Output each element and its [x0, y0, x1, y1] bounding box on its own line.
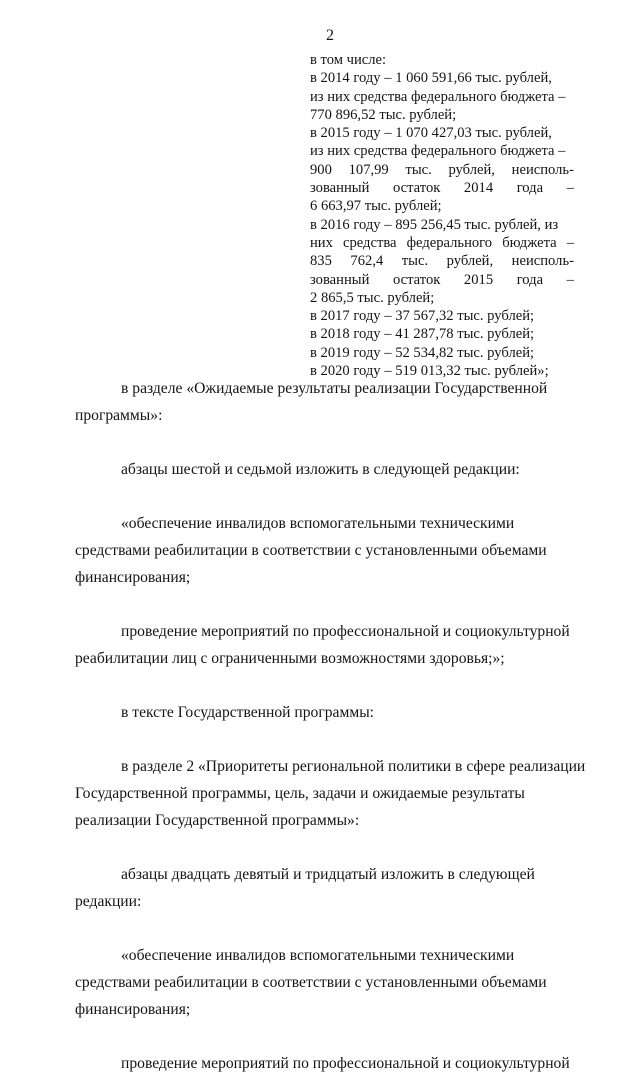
word: Государственной: [434, 380, 548, 397]
paragraph-line: средствами реабилитации в соответствии с установленными объемами: [75, 542, 547, 559]
word: зованный: [310, 180, 370, 197]
word: неисполь-: [511, 253, 574, 270]
word: остаток: [392, 180, 441, 197]
paragraph-line: [75, 375, 572, 402]
financing-2014-federal: из них средства федерального бюджета –: [310, 88, 566, 105]
word: программы,: [191, 785, 271, 802]
paragraph-line: в разделе 2 «Приоритеты региональной политики в сфере реализации: [121, 758, 586, 775]
word: результаты: [451, 785, 525, 802]
financing-2015-total: в 2015 году – 1 070 427,03 тыс. рублей,: [310, 125, 552, 142]
word: девятый: [234, 866, 290, 883]
paragraph-line: редакции:: [75, 893, 142, 910]
word: федерального: [406, 234, 493, 251]
paragraph-line: абзацы шестой и седьмой изложить в следующей редакции:: [121, 461, 520, 478]
financing-2020: в 2020 году – 519 013,32 тыс. рублей»;: [310, 363, 549, 380]
word: 2015: [463, 271, 494, 288]
paragraph-line: реализации Государственной программы»:: [75, 812, 360, 829]
financing-2016-total: в 2016 году – 895 256,45 тыс. рублей, из: [310, 216, 559, 233]
financing-2016-remainder: [310, 271, 574, 289]
financing-2017: в 2017 году – 37 567,32 тыс. рублей;: [310, 308, 535, 325]
paragraph-line: проведение мероприятий по профессиональной и социокультурной: [121, 623, 570, 640]
word: вспомогательными: [289, 947, 417, 964]
financing-breakdown: [310, 51, 574, 380]
word: них: [310, 234, 333, 251]
word: средства: [343, 234, 397, 251]
word: тридцатый: [305, 866, 377, 883]
word: бюджета: [502, 234, 557, 251]
page-number: 2: [326, 27, 334, 44]
word: инвалидов: [215, 515, 286, 532]
word: техническими: [419, 515, 515, 532]
word: остаток: [392, 271, 441, 288]
word: инвалидов: [215, 947, 286, 964]
financing-2018: в 2018 году – 41 287,78 тыс. рублей;: [310, 326, 535, 343]
word: 835: [310, 253, 332, 270]
document-body: [75, 375, 586, 1077]
word: ожидаемые: [372, 785, 448, 802]
word: года: [516, 180, 544, 197]
word: Государственной: [75, 785, 188, 802]
word: тыс.: [405, 161, 432, 178]
word: задачи: [312, 785, 357, 802]
paragraph-line: реабилитации лиц с ограниченными возможностями здоровья;»;: [75, 650, 505, 667]
word: рублей,: [448, 161, 495, 178]
word: цель,: [274, 785, 309, 802]
paragraph-line: [75, 942, 572, 969]
paragraph-line: программы»:: [75, 407, 163, 424]
word: 2014: [463, 180, 494, 197]
financing-2015-federal-amount: [310, 161, 574, 179]
word: –: [566, 271, 574, 288]
word: –: [566, 180, 574, 197]
paragraph-line: финансирования;: [75, 1001, 191, 1018]
paragraph-line: в тексте Государственной программы:: [121, 704, 375, 721]
paragraph-line: [75, 510, 572, 537]
word: тыс.: [401, 253, 429, 270]
word: «Ожидаемые: [186, 380, 274, 397]
word: разделе: [132, 380, 183, 397]
word: «обеспечение: [121, 515, 212, 532]
financing-2019: в 2019 году – 52 534,82 тыс. рублей;: [310, 344, 535, 361]
word: 107,99: [348, 161, 389, 178]
word: в: [447, 866, 455, 883]
paragraph-line: средствами реабилитации в соответствии с установленными объемами: [75, 974, 547, 991]
word: 762,4: [350, 253, 384, 270]
paragraph-line: [75, 780, 572, 807]
word: двадцать: [171, 866, 231, 883]
word: в: [121, 380, 129, 397]
word: абзацы: [121, 866, 168, 883]
word: «обеспечение: [121, 947, 212, 964]
paragraph-line: финансирования;: [75, 569, 191, 586]
word: зованный: [310, 271, 370, 288]
financing-2015-federal: из них средства федерального бюджета –: [310, 143, 566, 160]
word: следующей: [458, 866, 535, 883]
financing-2014-federal-amount: 770 896,52 тыс. рублей;: [310, 106, 457, 123]
financing-2016-federal: [310, 234, 574, 252]
word: неисполь-: [511, 161, 574, 178]
word: рублей,: [446, 253, 494, 270]
financing-2015-remainder: [310, 179, 574, 197]
word: 900: [310, 161, 332, 178]
word: изложить: [380, 866, 444, 883]
financing-2016-federal-amount: [310, 252, 574, 270]
word: реализации: [354, 380, 431, 397]
word: вспомогательными: [289, 515, 417, 532]
word: года: [516, 271, 544, 288]
financing-2016-remainder-amount: 2 865,5 тыс. рублей;: [310, 289, 435, 306]
financing-2014-total: в 2014 году – 1 060 591,66 тыс. рублей,: [310, 70, 552, 87]
word: и: [360, 785, 369, 802]
paragraph-line: [75, 861, 572, 888]
word: результаты: [277, 380, 351, 397]
word: –: [566, 234, 574, 251]
financing-intro: в том числе:: [310, 52, 387, 68]
word: техническими: [419, 947, 515, 964]
word: и: [293, 866, 302, 883]
financing-2015-remainder-amount: 6 663,97 тыс. рублей;: [310, 198, 442, 215]
paragraph-line: проведение мероприятий по профессиональной и социокультурной: [121, 1055, 570, 1072]
